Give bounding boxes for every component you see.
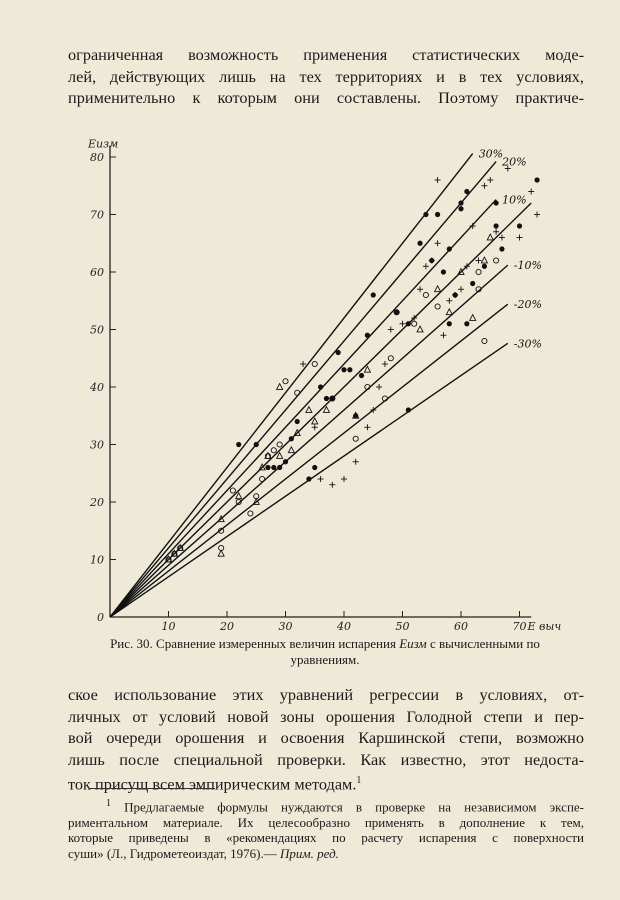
x-tick-label: 10 <box>161 620 176 633</box>
data-point-triangle <box>277 453 283 459</box>
reference-line-label: -30% <box>513 337 542 351</box>
text-line: ограниченная возможность применения статистических моде- <box>68 45 584 64</box>
data-point-plus <box>528 189 534 195</box>
data-point-triangle <box>487 234 493 240</box>
data-point-hollow <box>271 448 276 453</box>
data-point-plus <box>400 321 406 327</box>
footnote-rule <box>90 788 215 789</box>
data-point-plus <box>341 476 347 482</box>
data-point-plus <box>499 235 505 241</box>
data-point-filled <box>254 442 259 447</box>
y-axis-label: Eизм <box>88 137 119 151</box>
data-point-filled <box>464 321 469 326</box>
data-point-filled <box>534 177 539 182</box>
data-point-triangle <box>236 493 242 499</box>
data-point-hollow <box>283 379 288 384</box>
data-point-hollow <box>476 269 481 274</box>
data-point-plus <box>429 258 435 264</box>
data-point-filled <box>347 367 352 372</box>
paragraph-top <box>68 44 584 109</box>
data-point-triangle <box>218 550 224 556</box>
y-tick-label: 10 <box>90 553 104 567</box>
footnote <box>68 796 584 861</box>
y-tick-label: 40 <box>90 381 104 394</box>
data-point-plus <box>435 177 441 183</box>
data-point-plus <box>446 298 452 304</box>
data-point-plus <box>534 212 540 218</box>
figure-caption <box>90 636 560 668</box>
data-point-filled <box>494 200 499 205</box>
data-point-filled <box>359 373 364 378</box>
reference-line-label: -20% <box>513 298 542 312</box>
data-point-triangle <box>417 326 423 332</box>
reference-line-label: 20% <box>502 155 527 169</box>
data-point-filled <box>289 436 294 441</box>
data-point-plus <box>435 240 441 246</box>
data-point-filled <box>517 223 522 228</box>
data-point-filled <box>435 212 440 217</box>
figure-30 <box>0 105 620 635</box>
reference-line-label: 10% <box>502 193 527 207</box>
data-point-filled <box>236 442 241 447</box>
data-point-hollow <box>230 488 235 493</box>
x-axis-label: E выч <box>527 620 562 633</box>
data-point-filled <box>306 476 311 481</box>
reference-line <box>110 203 531 617</box>
data-point-hollow <box>435 304 440 309</box>
data-point-filled <box>312 465 317 470</box>
text-line: вой очереди орошения и освоения Каршинской степи, возможно <box>68 728 584 747</box>
x-tick-label: 40 <box>337 620 351 633</box>
text-line: ток присущ всем эмпирическим методам.$^1$ <box>68 774 362 794</box>
y-tick-label: 20 <box>90 496 104 509</box>
reference-line-label: 30% <box>478 147 504 161</box>
y-tick-label: 50 <box>90 323 104 337</box>
data-point-hollow <box>388 356 393 361</box>
reference-line-label: -10% <box>513 259 542 273</box>
data-point-hollow <box>277 442 282 447</box>
data-point-triangle <box>481 257 487 263</box>
data-point-plus <box>382 361 388 367</box>
footnote-line: которые приведены в «рекомендациях по расчету испарения с поверхности <box>68 830 584 846</box>
data-point-filled <box>277 465 282 470</box>
caption-symbol: Eизм <box>399 636 427 651</box>
y-tick-label: 60 <box>90 266 104 279</box>
data-point-triangle <box>435 286 441 292</box>
data-point-hollow <box>423 292 428 297</box>
data-point-filled <box>318 384 323 389</box>
data-point-plus <box>300 361 306 367</box>
data-point-filled <box>447 246 452 251</box>
data-point-filled <box>283 459 288 464</box>
data-point-hollow <box>353 436 358 441</box>
data-point-hollow <box>312 361 317 366</box>
data-point-triangle <box>446 309 452 315</box>
footnote-line: риментальном материале. Их целесообразно применять в дополнение к тем, <box>68 814 584 830</box>
data-point-filled <box>441 269 446 274</box>
data-point-filled <box>499 246 504 251</box>
data-point-plus <box>440 332 446 338</box>
data-point-hollow <box>295 390 300 395</box>
data-point-filled <box>447 321 452 326</box>
data-point-plus <box>476 258 482 264</box>
text-line: ское использование этих уравнений регрессии в условиях, от- <box>68 685 584 704</box>
data-point-filled <box>324 396 329 401</box>
x-tick-label: 20 <box>220 620 234 633</box>
data-point-filled <box>458 200 463 205</box>
data-point-triangle <box>364 366 370 372</box>
y-tick-label: 80 <box>90 151 104 164</box>
data-point-filled <box>341 367 346 372</box>
data-point-plus <box>517 235 523 241</box>
data-point-filled <box>265 465 270 470</box>
caption-tail: с вычисленными по уравнениям. <box>290 636 540 667</box>
data-point-triangle <box>277 384 283 390</box>
scatter-chart <box>0 105 620 635</box>
data-point-filled <box>271 465 276 470</box>
data-point-plus <box>353 459 359 465</box>
data-point-hollow <box>260 476 265 481</box>
data-point-filled <box>464 189 469 194</box>
data-point-filled <box>365 333 370 338</box>
data-point-plus <box>364 424 370 430</box>
data-point-filled <box>417 241 422 246</box>
data-point-triangle <box>312 418 318 424</box>
data-point-filled <box>458 206 463 211</box>
reference-line <box>110 304 508 617</box>
data-point-plus <box>417 286 423 292</box>
data-point-plus <box>312 424 318 430</box>
data-point-triangle <box>470 315 476 321</box>
data-point-triangle <box>323 407 329 413</box>
origin-label: 0 <box>97 611 104 624</box>
footnote-line: суши» (Л., Гидрометеоиздат, 1976).— Прим. ред. <box>68 845 339 861</box>
data-point-plus <box>458 286 464 292</box>
x-tick-label: 30 <box>278 620 293 633</box>
data-point-plus <box>481 183 487 189</box>
text-line: применительно к которым они составлены. Поэтому практиче- <box>68 88 584 107</box>
data-point-hollow <box>248 511 253 516</box>
data-point-filled <box>482 264 487 269</box>
data-point-triangle <box>306 407 312 413</box>
data-point-plus <box>388 327 394 333</box>
data-point-plus <box>318 476 324 482</box>
text-line: лей, действующих лишь на тех территориях и в тех условиях, <box>68 66 584 86</box>
reference-line <box>110 200 496 617</box>
data-point-plus <box>487 177 493 183</box>
reference-line <box>110 154 473 617</box>
y-tick-label: 30 <box>90 438 104 452</box>
reference-line <box>110 162 496 617</box>
data-point-plus <box>376 384 382 390</box>
data-point-filled <box>494 223 499 228</box>
caption-lead: Рис. 30. Сравнение измеренных величин испарения <box>110 636 396 651</box>
data-point-hollow <box>482 338 487 343</box>
text-line: личных от условий новой зоны орошения Голодной степи и пер- <box>68 706 584 726</box>
paragraph-bottom <box>68 684 584 795</box>
data-point-filled <box>371 292 376 297</box>
data-point-triangle <box>288 447 294 453</box>
x-tick-label: 70 <box>512 620 527 633</box>
data-point-filled <box>295 419 300 424</box>
data-point-plus <box>423 263 429 269</box>
data-point-filled <box>406 321 411 326</box>
data-point-filled <box>406 407 411 412</box>
data-point-plus <box>452 292 458 298</box>
reference-line <box>110 265 508 617</box>
x-tick-label: 50 <box>395 620 410 633</box>
y-tick-label: 70 <box>90 208 104 222</box>
data-point-plus <box>329 482 335 488</box>
data-point-hollow <box>412 321 417 326</box>
footnote-line: $^1$ Предлагаемые формулы нуждаются в проверке на независимом экспе- <box>106 798 584 815</box>
data-point-hollow <box>494 258 499 263</box>
data-point-plus <box>493 229 499 235</box>
data-point-filled <box>470 281 475 286</box>
data-point-filled <box>423 212 428 217</box>
text-line: лишь после специальной проверки. Как известно, этот недоста- <box>68 749 584 769</box>
x-tick-label: 60 <box>454 620 468 633</box>
data-point-filled <box>336 350 341 355</box>
